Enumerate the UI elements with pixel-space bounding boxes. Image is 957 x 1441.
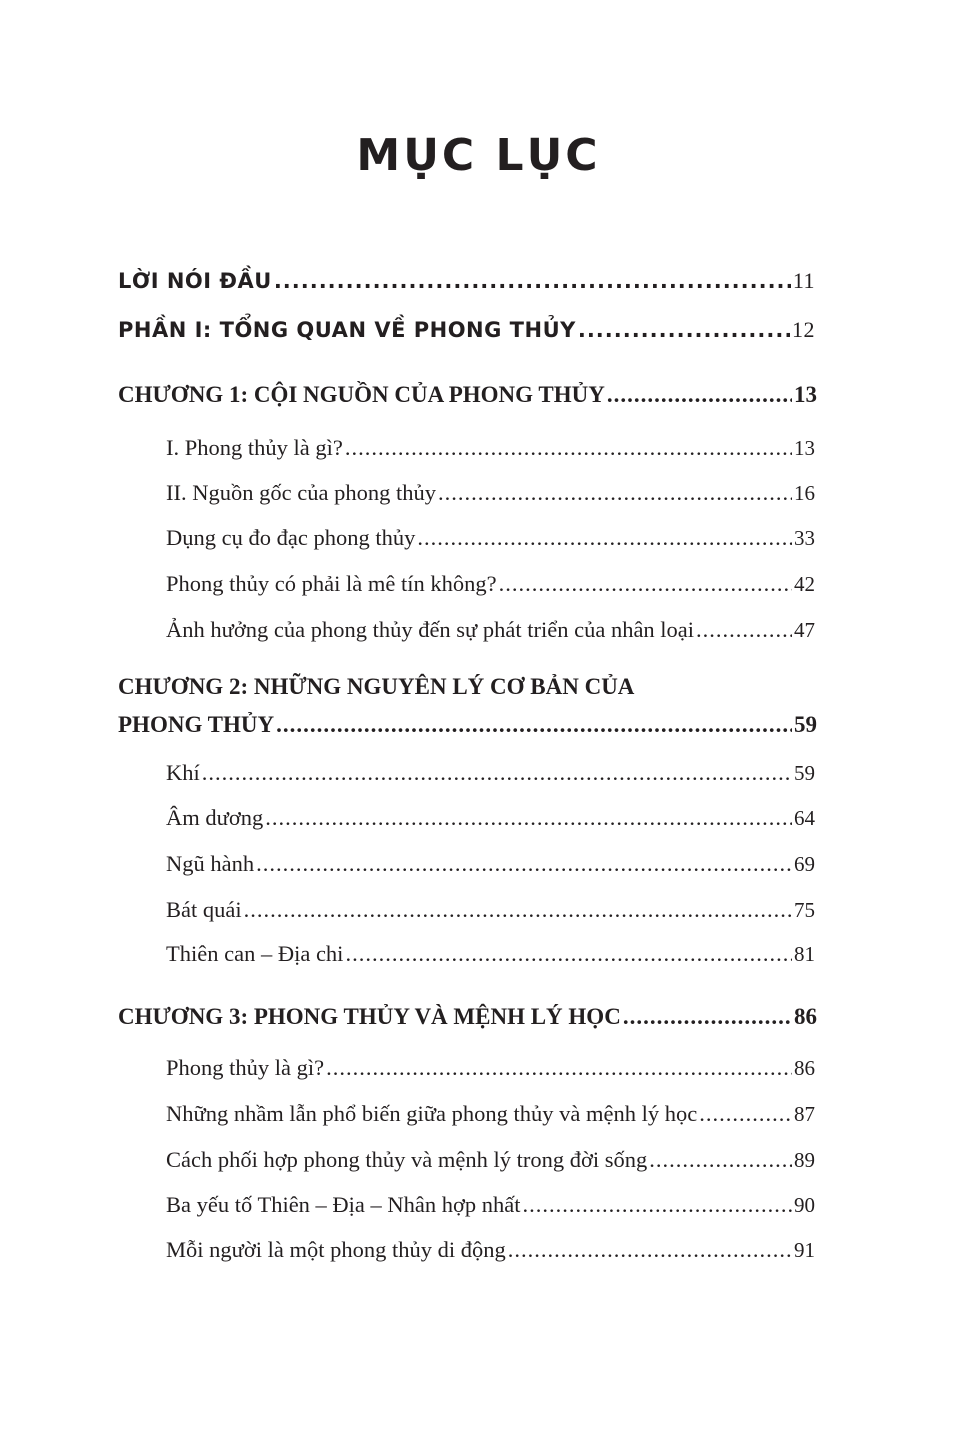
toc-chapter-label: CHƯƠNG 3: PHONG THỦY VÀ MỆNH LÝ HỌC bbox=[118, 1004, 621, 1029]
toc-chapter-3[interactable] bbox=[118, 1004, 817, 1030]
toc-entry-part1[interactable] bbox=[118, 317, 815, 343]
toc-page-number: 90 bbox=[794, 1193, 815, 1217]
toc-page-number: 13 bbox=[794, 436, 815, 460]
dot-leader bbox=[345, 435, 792, 461]
toc-entry-label: Ảnh hưởng của phong thủy đến sự phát triển của nhân loại bbox=[166, 617, 695, 642]
toc-page-number: 12 bbox=[792, 317, 815, 342]
dot-leader bbox=[438, 480, 792, 506]
dot-leader bbox=[276, 712, 792, 738]
toc-page-number: 11 bbox=[792, 268, 815, 293]
toc-entry-label: Phong thủy có phải là mê tín không? bbox=[166, 571, 497, 596]
toc-entry[interactable] bbox=[166, 480, 815, 506]
dot-leader bbox=[326, 1055, 792, 1081]
toc-entry-label: PHẦN I: TỔNG QUAN VỀ PHONG THỦY bbox=[118, 318, 576, 342]
toc-page-number: 13 bbox=[794, 382, 817, 407]
toc-page-number: 33 bbox=[794, 526, 815, 550]
toc-entry-label: I. Phong thủy là gì? bbox=[166, 435, 343, 460]
toc-page-number: 64 bbox=[794, 806, 815, 830]
toc-entry-label: Phong thủy là gì? bbox=[166, 1055, 325, 1080]
toc-page-number: 81 bbox=[794, 942, 815, 966]
toc-chapter-1[interactable] bbox=[118, 382, 817, 408]
dot-leader bbox=[696, 617, 792, 643]
dot-leader bbox=[649, 1147, 792, 1173]
toc-chapter-2[interactable] bbox=[118, 712, 817, 738]
toc-chapter-label: PHONG THỦY bbox=[118, 712, 275, 737]
dot-leader bbox=[256, 851, 792, 877]
dot-leader bbox=[699, 1101, 792, 1127]
toc-entry-label: Những nhầm lẫn phổ biến giữa phong thủy và mệnh lý học bbox=[166, 1101, 698, 1126]
toc-page-number: 86 bbox=[794, 1004, 817, 1029]
toc-page-number: 59 bbox=[794, 761, 815, 785]
dot-leader bbox=[202, 760, 792, 786]
toc-entry-label: Mỗi người là một phong thủy di động bbox=[166, 1237, 506, 1262]
dot-leader bbox=[623, 1004, 792, 1030]
dot-leader bbox=[345, 941, 792, 967]
toc-page-number: 42 bbox=[794, 572, 815, 596]
toc-entry-label: Thiên can – Địa chi bbox=[166, 941, 344, 966]
toc-page-number: 59 bbox=[794, 712, 817, 737]
dot-leader bbox=[508, 1237, 792, 1263]
toc-page-number: 86 bbox=[794, 1056, 815, 1080]
dot-leader bbox=[244, 897, 792, 923]
dot-leader bbox=[417, 525, 792, 551]
toc-page-number: 16 bbox=[794, 481, 815, 505]
toc-page-number: 75 bbox=[794, 898, 815, 922]
toc-entry[interactable] bbox=[166, 941, 815, 967]
toc-entry-label: Âm dương bbox=[166, 805, 264, 830]
toc-entry-label: Khí bbox=[166, 760, 200, 785]
toc-page-number: 47 bbox=[794, 618, 815, 642]
toc-entry[interactable] bbox=[166, 571, 815, 597]
toc-page-number: 89 bbox=[794, 1148, 815, 1172]
page-title: MỤC LỤC bbox=[356, 130, 601, 181]
toc-entry[interactable] bbox=[166, 525, 815, 551]
toc-entry[interactable] bbox=[166, 1101, 815, 1127]
toc-entry[interactable] bbox=[166, 897, 815, 923]
toc-page-number: 69 bbox=[794, 852, 815, 876]
toc-entry-intro[interactable] bbox=[118, 268, 815, 294]
dot-leader bbox=[578, 318, 790, 342]
toc-page-number: 91 bbox=[794, 1238, 815, 1262]
toc-page-number: 87 bbox=[794, 1102, 815, 1126]
dot-leader bbox=[499, 571, 792, 597]
toc-entry-label: Cách phối hợp phong thủy và mệnh lý trong đời sống bbox=[166, 1147, 648, 1172]
toc-entry-label: Bát quái bbox=[166, 897, 242, 922]
dot-leader bbox=[274, 269, 791, 293]
toc-entry[interactable] bbox=[166, 805, 815, 831]
dot-leader bbox=[265, 805, 792, 831]
toc-chapter-label: CHƯƠNG 1: CỘI NGUỒN CỦA PHONG THỦY bbox=[118, 382, 605, 407]
toc-entry-label: Dụng cụ đo đạc phong thủy bbox=[166, 525, 416, 550]
toc-entry[interactable] bbox=[166, 1237, 815, 1263]
toc-entry[interactable] bbox=[166, 851, 815, 877]
toc-entry-label: Ngũ hành bbox=[166, 851, 255, 876]
toc-entry[interactable] bbox=[166, 617, 815, 643]
toc-entry[interactable] bbox=[166, 760, 815, 786]
toc-entry-label: Ba yếu tố Thiên – Địa – Nhân hợp nhất bbox=[166, 1192, 521, 1217]
dot-leader bbox=[607, 382, 792, 408]
toc-entry-label: LỜI NÓI ĐẦU bbox=[118, 269, 272, 293]
toc-entry-label: II. Nguồn gốc của phong thủy bbox=[166, 480, 436, 505]
toc-entry[interactable] bbox=[166, 1055, 815, 1081]
toc-entry[interactable] bbox=[166, 1192, 815, 1218]
dot-leader bbox=[523, 1192, 792, 1218]
toc-chapter-2-line1[interactable]: CHƯƠNG 2: NHỮNG NGUYÊN LÝ CƠ BẢN CỦA bbox=[118, 674, 635, 699]
toc-entry[interactable] bbox=[166, 1147, 815, 1173]
toc-entry[interactable] bbox=[166, 435, 815, 461]
